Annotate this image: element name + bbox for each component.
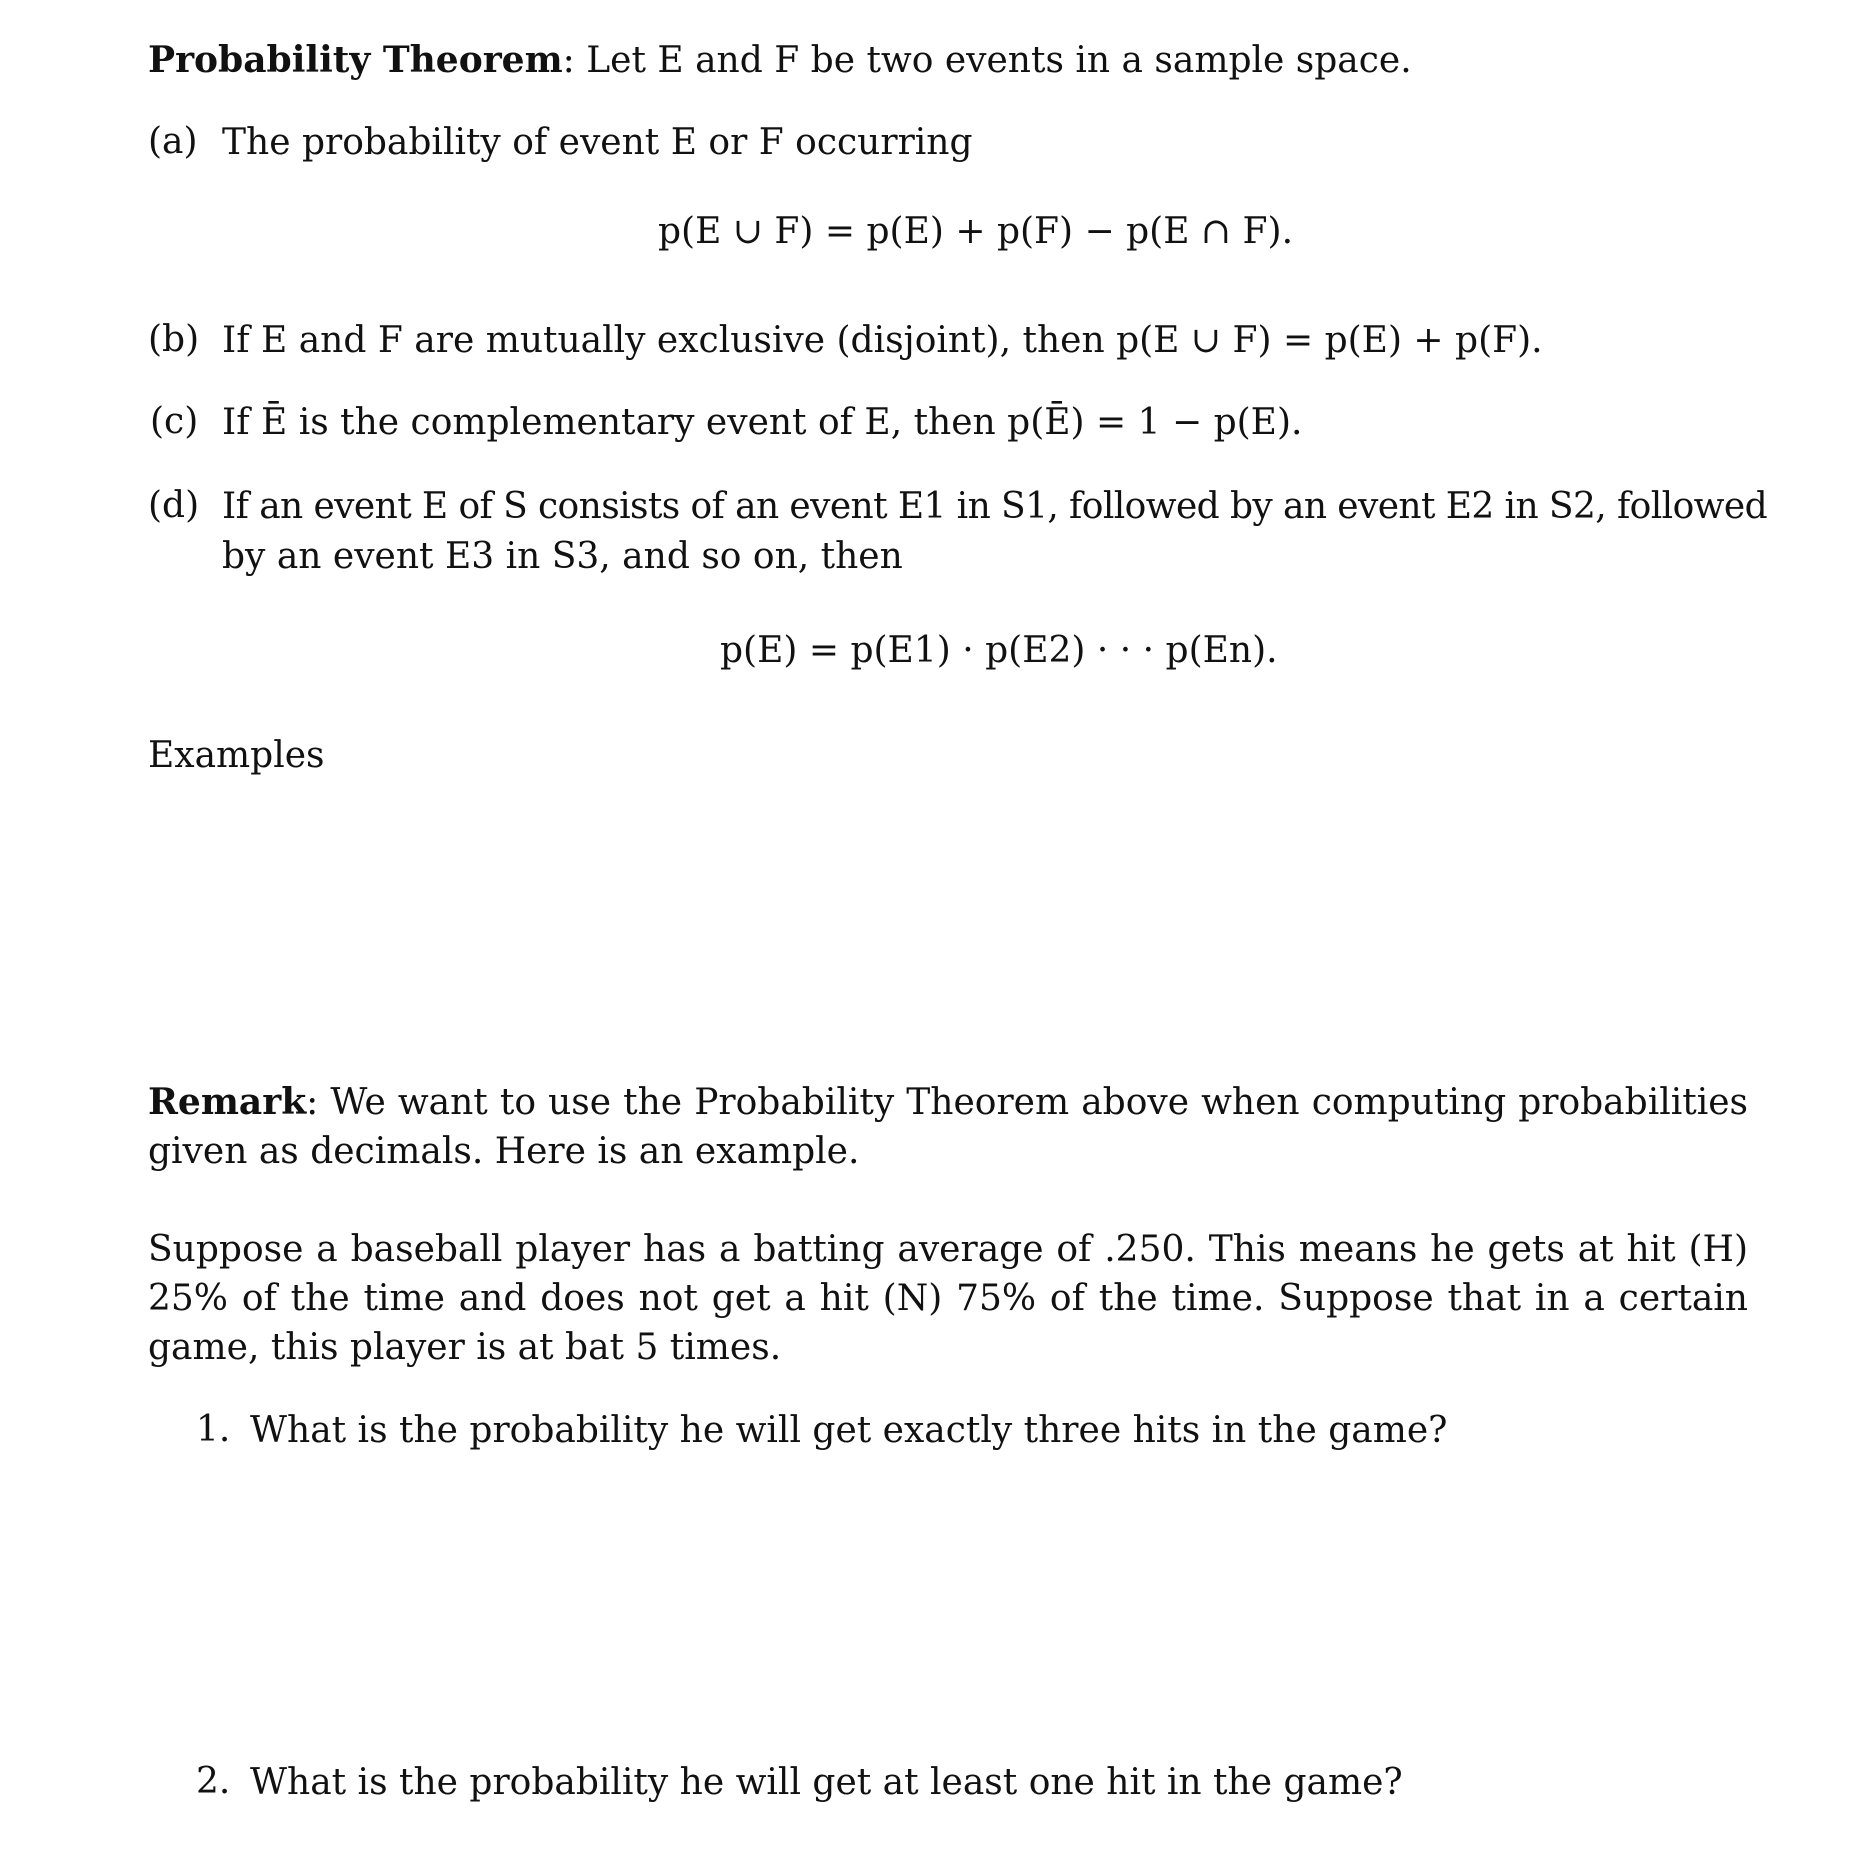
part-b-label: (b) bbox=[148, 319, 200, 360]
question-2-text: What is the probability he will get at least one hit in the game? bbox=[250, 1762, 1403, 1803]
scenario-paragraph: Suppose a baseball player has a batting average of .250. This means he gets at hit (H) 25% of the time and does not get a hit (N) 75% of the time. Suppose that in a certain game, this player is at bat 5 times. bbox=[148, 1229, 1748, 1368]
theorem-intro: : Let E and F be two events in a sample space. bbox=[562, 40, 1412, 81]
part-d-equation: p(E) = p(E1) · p(E2) · · · p(En). bbox=[720, 630, 1278, 671]
remark-text: : We want to use the Probability Theorem above when computing probabilities given as decimals. Here is an example. bbox=[148, 1082, 1748, 1172]
remark-title: Remark bbox=[148, 1081, 307, 1123]
part-b-text: If E and F are mutually exclusive (disjoint), then p(E ∪ F) = p(E) + p(F). bbox=[222, 320, 1543, 361]
part-c-text: If Ē is the complementary event of E, then p(Ē) = 1 − p(E). bbox=[222, 402, 1303, 443]
examples-heading: Examples bbox=[148, 735, 325, 776]
question-1-text: What is the probability he will get exactly three hits in the game? bbox=[250, 1410, 1448, 1451]
part-d-text-line1: If an event E of S consists of an event E1 in S1, followed by an event E2 in S2, followed bbox=[222, 486, 1768, 527]
part-a-equation: p(E ∪ F) = p(E) + p(F) − p(E ∩ F). bbox=[658, 211, 1294, 252]
theorem-title: Probability Theorem bbox=[148, 39, 563, 81]
question-1-number: 1. bbox=[196, 1409, 231, 1450]
theorem-statement bbox=[148, 36, 1412, 85]
part-a-label: (a) bbox=[148, 121, 198, 162]
part-c-label: (c) bbox=[150, 401, 199, 442]
remark-paragraph bbox=[148, 1078, 1748, 1176]
part-d-label: (d) bbox=[148, 485, 200, 526]
part-a-text: The probability of event E or F occurring bbox=[222, 122, 973, 163]
part-d-text-line2: by an event E3 in S3, and so on, then bbox=[222, 536, 903, 577]
question-2-number: 2. bbox=[196, 1761, 231, 1802]
